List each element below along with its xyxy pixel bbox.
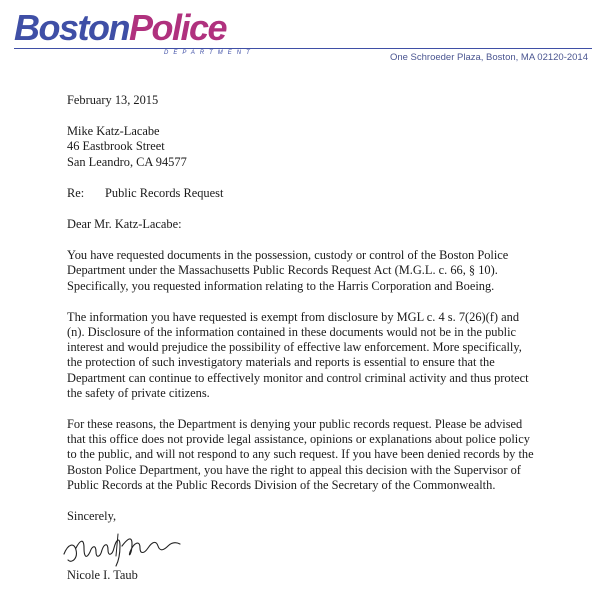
paragraph-denial: For these reasons, the Department is denying your public records request. Please be advised that this office does not provide legal assistance, opinions or explanations about police policy to the public, and will not respond to any such request. If you have been denied records by the Boston Police Department, you have the right to appeal this decision with the Supervisor of Public Records at the Public Records Division of the Secretary of the Commonwealth. — [67, 417, 534, 492]
logo-word-boston: Boston — [14, 7, 129, 48]
recipient-street: 46 Eastbrook Street — [67, 139, 165, 154]
signer-name: Nicole I. Taub — [67, 568, 138, 582]
letterhead-address: One Schroeder Plaza, Boston, MA 02120-2014 — [389, 52, 588, 63]
recipient-city: San Leandro, CA 94577 — [67, 154, 187, 169]
subject-line — [67, 186, 537, 201]
subject-label: Re: — [67, 185, 85, 200]
recipient-address — [67, 124, 537, 170]
salutation: Dear Mr. Katz-Lacabe: — [67, 217, 182, 232]
letterhead-rule — [14, 48, 592, 49]
logo-department: DEPARTMENT — [164, 50, 255, 56]
closing: Sincerely, — [67, 509, 117, 524]
recipient-name: Mike Katz-Lacabe — [67, 124, 160, 139]
paragraph-exemption: The information you have requested is exempt from disclosure by MGL c. 4 s. 7(26)(f) and (n). Disclosure of the information contained in these documents would not be in the public interest and would prejudice the possibility of effective law enforcement. More specifically, the protection of such investigatory materials and reports is essential to ensure that the Department can continue to effectively monitor and control criminal activity and thus protect the safety of private citizens. — [67, 309, 529, 400]
subject-text: Public Records Request — [105, 185, 224, 200]
paragraph-request-summary: You have requested documents in the possession, custody or control of the Boston Police Department under the Massachusetts Public Records Request Act (M.G.L. c. 66, § 10). Specifically, you requested information relating to the Harris Corporation and Boeing. — [67, 248, 509, 293]
logo-word-police: Police — [128, 7, 227, 48]
letterhead — [0, 0, 606, 70]
boston-police-logo — [14, 8, 264, 58]
letter-body — [67, 93, 537, 524]
letter-date: February 13, 2015 — [67, 93, 159, 107]
